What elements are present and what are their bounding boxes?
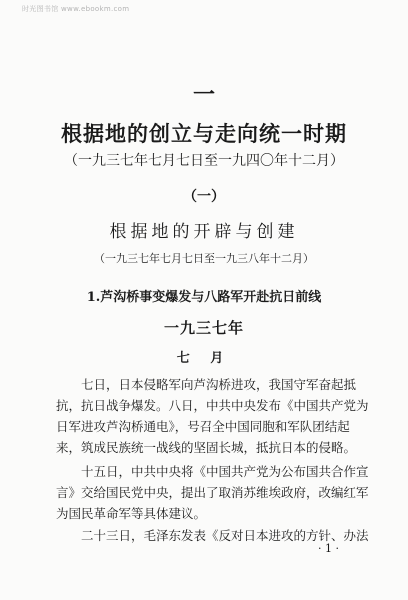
month-heading: 七 月 bbox=[176, 351, 232, 366]
section-dates: （一九三七年七月七日至一九三八年十二月） bbox=[94, 252, 314, 265]
chapter-number: 一 bbox=[192, 82, 215, 108]
paragraph bbox=[56, 461, 369, 524]
paragraph bbox=[56, 374, 369, 458]
paragraph-line: 二十三日，毛泽东发表《反对日本进攻的方针、办法 bbox=[81, 528, 369, 543]
paragraph-line: 言》交给国民党中央，提出了取消苏维埃政府，改编红军 bbox=[56, 485, 369, 500]
paragraph bbox=[56, 525, 369, 546]
paragraph-line: 为国民革命军等具体建议。 bbox=[56, 506, 207, 521]
paragraph-line: 日军进攻芦沟桥通电》，号召全中国同胞和军队团结起 bbox=[56, 419, 350, 434]
page-number: · 1 · bbox=[318, 542, 339, 555]
watermark-text: 时光图书馆 www.ebookm.com bbox=[22, 5, 130, 13]
chapter-dates: （一九三七年七月七日至一九四〇年十二月） bbox=[64, 153, 344, 169]
section-title: 根据地的开辟与创建 bbox=[109, 222, 299, 242]
section-number: （一） bbox=[183, 189, 225, 205]
paragraph-line: 抗，抗日战争爆发。八日，中共中央发布《中国共产党为 bbox=[56, 398, 369, 413]
year-heading: 一九三七年 bbox=[163, 319, 244, 337]
paragraph-line: 七日，日本侵略军向芦沟桥进攻，我国守军奋起抵 bbox=[81, 377, 357, 392]
paragraph-line: 十五日，中共中央将《中国共产党为公布国共合作宣 bbox=[81, 464, 369, 479]
paragraph-line: 来，筑成民族统一战线的坚固长城，抵抗日本的侵略。 bbox=[56, 440, 357, 455]
subsection-title: 1.芦沟桥事变爆发与八路军开赴抗日前线 bbox=[86, 290, 322, 305]
chapter-title: 根据地的创立与走向统一时期 bbox=[61, 121, 347, 146]
